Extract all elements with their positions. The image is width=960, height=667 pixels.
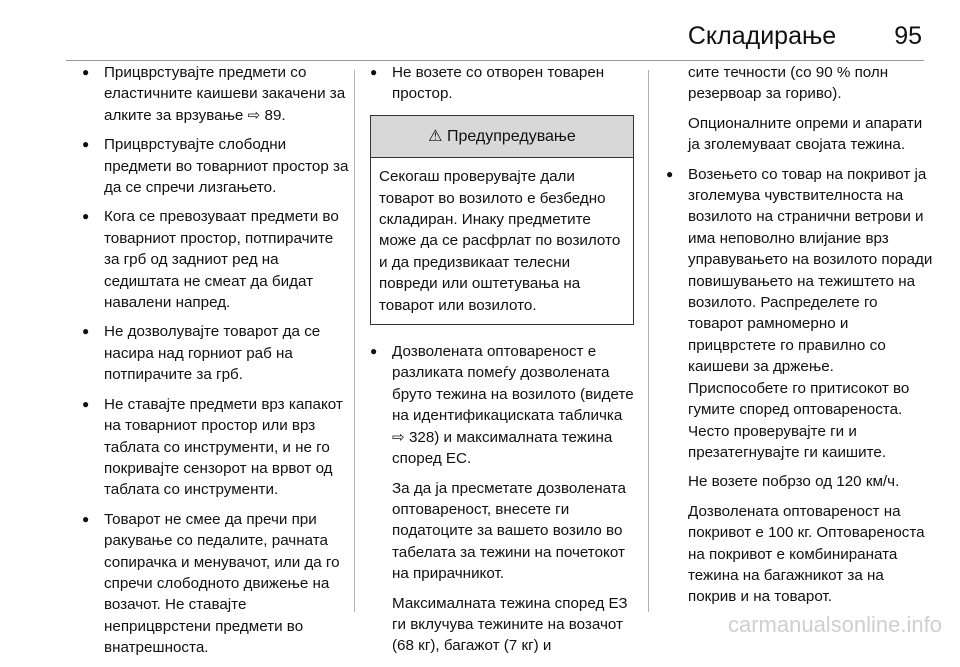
list-item: ● Прицврстувајте предмети со еластичните каишеви закачени за алките за врзување ⇨ 89.	[82, 62, 350, 126]
list-item: ● Кога се превозуваат предмети во товарниот простор, потпирачите за грб од задниот ред на седиштата не смеат да бидат навалени напред.	[82, 206, 350, 313]
column-1	[82, 62, 350, 667]
header-divider	[66, 60, 924, 61]
list-item: ● Дозволената оптовареност е разликата помеѓу дозволената бруто тежина на возилото (видете на идентификациската табличка ⇨ 328) и максималната тежина според ЕС.	[370, 341, 634, 469]
paragraph: Дозволената оптовареност на покривот е 100 кг. Оптовареноста на покривот е комбинираната тежина на багажникот за на покрив и на товарот.	[688, 502, 925, 606]
list-item: ● Не дозволувајте товарот да се насира над горниот раб на потпирачите за грб.	[82, 321, 350, 385]
paragraph: сите течности (со 90 % полн резервоар за гориво).	[688, 64, 889, 103]
list-item: ● Возењето со товар на покривот ја зголемува чувствителноста на возилото на странични ветрови и има неповолно влијание врз управувањето на возилото поради повишувањето на тежиштето на возилото. Распределете го товарот рамномерно и прицврстете го правилно со каишеви за држење. Приспособете го притисокот во гумите според оптовареноста. Често проверувајте ги и презатегнувајте ги каишите.	[666, 164, 934, 464]
list-item: ● Не ставајте предмети врз капакот на товарниот простор или врз таблата со инструменти, и не го покривајте сензорот на врвот од таблата со инструменти.	[82, 394, 350, 501]
list-item: ● Товарот не смее да пречи при ракување со педалите, рачната сопирачка и менувачот, или да го спречи слободното движење на возачот. Не ставајте неприцврстени предмети во внатрешноста.	[82, 509, 350, 659]
warning-box	[370, 115, 634, 325]
warning-text: Секогаш проверувајте дали товарот во возилото е безбедно складиран. Инаку предметите може да се расфрлат по возилото и да предизвикаат телесни повреди или оштетувања на товарот или возилото.	[379, 168, 621, 314]
column-divider-1	[354, 70, 355, 612]
warning-title: ⚠ Предупредување	[371, 116, 633, 158]
paragraph: Максималната тежина според ЕЗ ги вклучува тежините на возачот (68 кг), багажот (7 кг) и	[392, 594, 628, 655]
watermark: carmanualsonline.info	[727, 612, 942, 637]
paragraph: Не возете побрзо од 120 км/ч.	[688, 473, 900, 491]
paragraph: Опционалните опреми и апарати ја зголемуваат својата тежина.	[688, 114, 923, 154]
column-3	[666, 62, 934, 616]
paragraph: За да ја пресметате дозволената оптовареност, внесете ги податоците за вашето возило во табелата за тежини на почетокот на прирачникот.	[392, 479, 627, 583]
list-item: ● Не возете со отворен товарен простор.	[370, 62, 634, 105]
page-number: 95	[894, 22, 922, 50]
page-title: Складирање	[687, 22, 837, 50]
page-header	[688, 22, 922, 51]
column-2	[370, 62, 634, 665]
column-divider-2	[648, 70, 649, 612]
list-item: ● Прицврстувајте слободни предмети во товарниот простор за да се спречи лизгањето.	[82, 134, 350, 198]
